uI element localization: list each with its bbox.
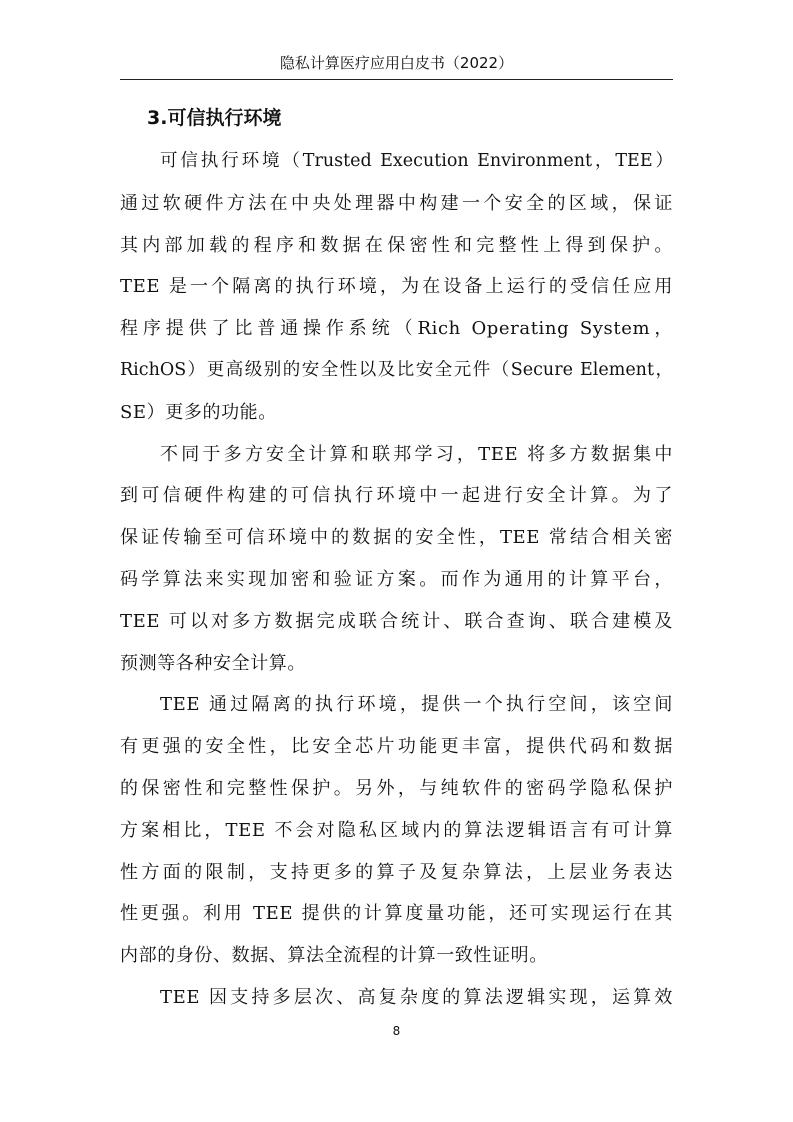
text-line: SE）更多的功能。 [120, 401, 277, 423]
body-text [120, 141, 673, 1019]
text-line: 内部的身份、数据、算法全流程的计算一致性证明。 [120, 945, 548, 967]
text-line: RichOS）更高级别的安全性以及比安全元件（Secure Element， [120, 359, 673, 380]
text-line: 预测等各种安全计算。 [120, 652, 306, 674]
text-line: 性更强。利用 TEE 提供的计算度量功能，还可实现运行在其 [120, 903, 673, 925]
text-line: 的保密性和完整性保护。另外，与纯软件的密码学隐私保护 [120, 777, 673, 799]
text-line: 性方面的限制，支持更多的算子及复杂算法，上层业务表达 [120, 861, 673, 883]
text-line: 到可信硬件构建的可信执行环境中一起进行安全计算。为了 [120, 485, 673, 507]
running-header: 隐私计算医疗应用白皮书（2022） [279, 54, 514, 72]
page-number: 8 [392, 1024, 401, 1038]
text-line: TEE 可以对多方数据完成联合统计、联合查询、联合建模及 [120, 610, 673, 632]
text-line: 通过软硬件方法在中央处理器中构建一个安全的区域，保证 [120, 192, 673, 214]
text-line: 方案相比，TEE 不会对隐私区域内的算法逻辑语言有可计算 [120, 819, 673, 841]
text-line: 保证传输至可信环境中的数据的安全性，TEE 常结合相关密 [120, 527, 673, 549]
header-divider [120, 79, 673, 80]
section-title: 3.可信执行环境 [147, 107, 282, 129]
text-line: TEE 通过隔离的执行环境，提供一个执行空间，该空间 [160, 694, 673, 716]
text-line: 可信执行环境（Trusted Execution Environment，TEE） [160, 151, 673, 171]
text-line: 有更强的安全性，比安全芯片功能更丰富，提供代码和数据 [120, 736, 673, 758]
text-line: 码学算法来实现加密和验证方案。而作为通用的计算平台， [120, 568, 673, 590]
text-line: TEE 是一个隔离的执行环境，为在设备上运行的受信任应用 [120, 276, 673, 298]
text-line: 程序提供了比普通操作系统（Rich Operating System， [120, 318, 673, 340]
text-line: 不同于多方安全计算和联邦学习，TEE 将多方数据集中 [160, 443, 673, 465]
text-line: 其内部加载的程序和数据在保密性和完整性上得到保护。 [120, 234, 673, 256]
text-line: TEE 因支持多层次、高复杂度的算法逻辑实现，运算效 [160, 986, 673, 1008]
